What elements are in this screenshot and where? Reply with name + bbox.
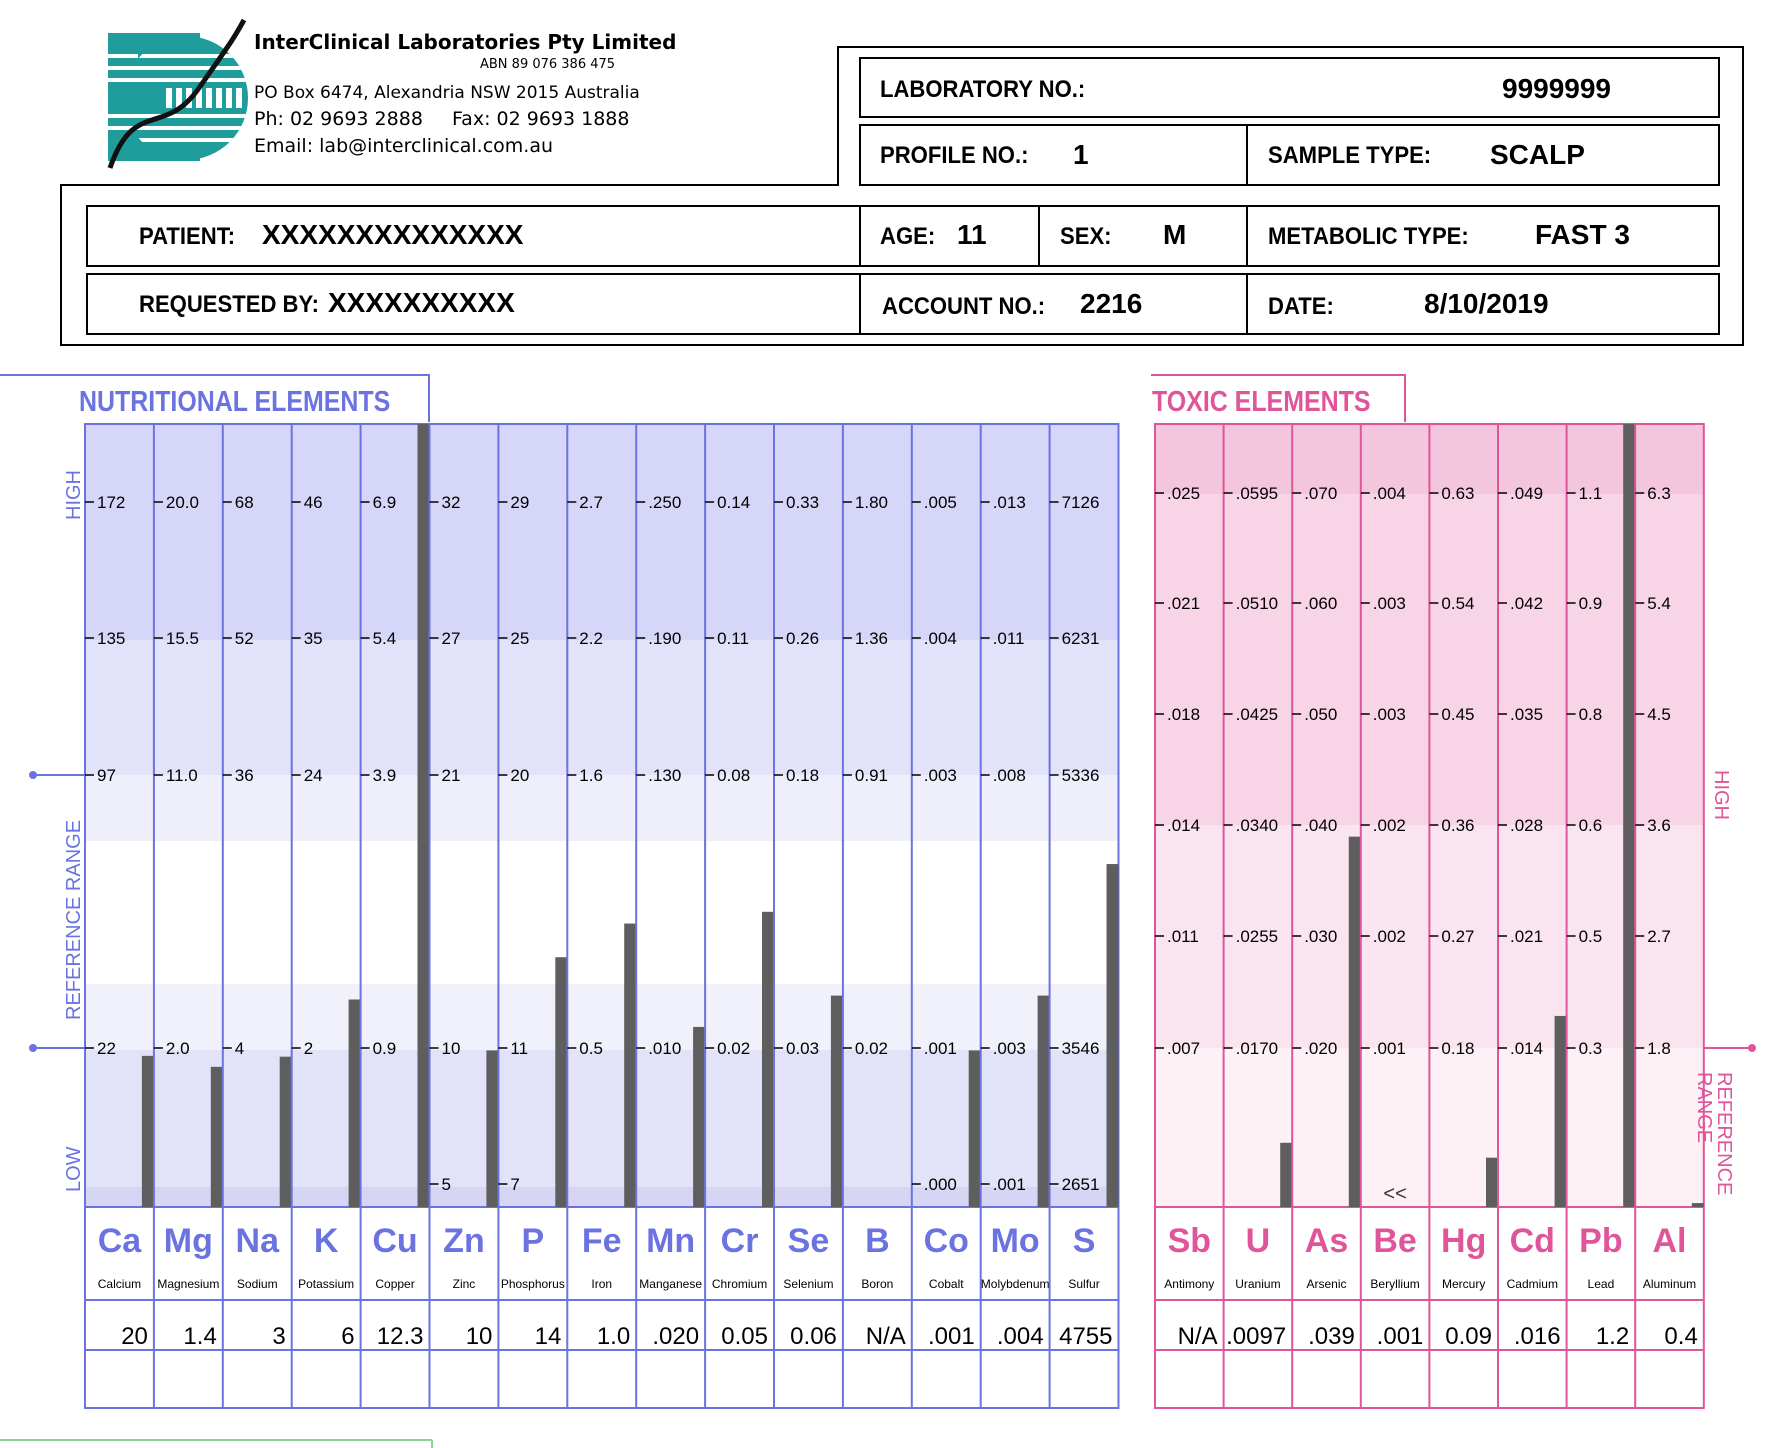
tick-label: .025 [1167, 484, 1201, 503]
element-name-Al: Aluminum [1642, 1277, 1697, 1291]
bar-As [1349, 837, 1361, 1207]
nutritional-low-label: LOW [63, 1146, 85, 1192]
tick-label: 0.02 [854, 1039, 888, 1058]
element-symbol-P: P [521, 1222, 545, 1260]
element-name-Zn: Zinc [452, 1277, 476, 1291]
tick-label: 3.6 [1647, 816, 1671, 835]
tick-label: 172 [97, 493, 126, 512]
tick-label: 6231 [1061, 629, 1100, 648]
bar-Al [1692, 1203, 1704, 1207]
element-value-Fe: 1.0 [596, 1323, 631, 1350]
tick-label: 0.54 [1441, 594, 1475, 613]
age-label: AGE: [880, 223, 936, 250]
tick-label: 0.26 [786, 629, 820, 648]
bar-Mg [211, 1067, 223, 1207]
tick-label: 2 [303, 1039, 314, 1058]
bar-Cd [1555, 1016, 1567, 1207]
tick-label: .130 [648, 766, 682, 785]
nutritional-band-6 [85, 1187, 1119, 1207]
tick-label: .013 [992, 493, 1026, 512]
tick-label: 6.3 [1647, 484, 1671, 503]
tick-label: 1.80 [854, 493, 888, 512]
element-name-Be: Beryllium [1370, 1277, 1420, 1291]
element-value-Hg: 0.09 [1445, 1323, 1492, 1350]
tick-label: 1.8 [1647, 1039, 1671, 1058]
tick-label: 2651 [1061, 1175, 1100, 1194]
tick-label: 0.14 [717, 493, 751, 512]
element-value-Ca: 20 [121, 1323, 148, 1350]
tick-label: 22 [97, 1039, 116, 1058]
tick-label: .011 [1167, 927, 1199, 946]
nutritional-high-label: HIGH [63, 470, 85, 520]
tick-label: .011 [992, 629, 1025, 648]
tick-label: 20 [510, 766, 530, 785]
tick-label: 0.9 [1578, 594, 1603, 613]
tick-label: .0595 [1235, 484, 1279, 503]
tick-label: 0.5 [1578, 927, 1603, 946]
tick-label: 20.0 [165, 493, 199, 512]
tick-label: .008 [992, 766, 1026, 785]
tick-label: 5336 [1061, 766, 1100, 785]
element-value-Cr: 0.05 [721, 1323, 768, 1350]
tick-label: 0.36 [1441, 816, 1475, 835]
tick-label: 0.3 [1578, 1039, 1603, 1058]
tick-label: .050 [1304, 705, 1338, 724]
element-name-Hg: Mercury [1442, 1277, 1486, 1291]
tick-label: .0510 [1235, 594, 1279, 613]
element-symbol-Fe: Fe [581, 1222, 622, 1260]
tick-label: 0.11 [717, 629, 749, 648]
toxic-high-label: HIGH [1710, 770, 1732, 820]
element-symbol-Na: Na [235, 1222, 279, 1260]
bar-Na [280, 1057, 292, 1207]
element-symbol-Pb: Pb [1579, 1222, 1623, 1260]
element-value-Mo: .004 [996, 1323, 1044, 1350]
age-value: 11 [957, 219, 987, 250]
element-symbol-Cu: Cu [372, 1222, 418, 1260]
tick-label: 0.45 [1441, 705, 1475, 724]
bar-Mn [693, 1027, 705, 1207]
element-symbol-K: K [313, 1222, 339, 1260]
element-value-U: .0097 [1226, 1323, 1287, 1350]
bar-Cr [762, 912, 774, 1207]
bar-K [349, 1000, 361, 1207]
tick-label: 5.4 [372, 629, 397, 648]
bar-Pb [1623, 424, 1635, 1207]
element-symbol-B: B [865, 1222, 890, 1260]
tick-label: .004 [923, 629, 957, 648]
tick-label: 7126 [1061, 493, 1100, 512]
element-name-Mo: Molybdenum [980, 1277, 1050, 1291]
laboratory-no-value: 9999999 [1502, 73, 1612, 104]
tick-label: 97 [97, 766, 116, 785]
element-value-Be: .001 [1376, 1323, 1424, 1350]
sex-label: SEX: [1060, 223, 1112, 250]
tick-label: 5 [441, 1175, 451, 1194]
tick-label: 24 [303, 766, 323, 785]
element-name-K: Potassium [298, 1277, 355, 1291]
element-symbol-Se: Se [787, 1222, 830, 1260]
bar-Mo [1038, 996, 1050, 1207]
tick-label: 6.9 [372, 493, 397, 512]
tick-label: 52 [234, 629, 254, 648]
bar-P [555, 957, 567, 1207]
tick-label: .001 [992, 1175, 1026, 1194]
date-value: 8/10/2019 [1424, 288, 1549, 319]
element-value-S: 4755 [1059, 1323, 1113, 1350]
nutritional-band-5 [85, 1050, 1119, 1187]
element-name-Cr: Chromium [711, 1277, 768, 1291]
tick-label: .007 [1167, 1039, 1201, 1058]
tick-label: .000 [923, 1175, 957, 1194]
tick-label: 35 [303, 629, 323, 648]
tick-label: .002 [1372, 927, 1406, 946]
element-name-Cd: Cadmium [1506, 1277, 1558, 1291]
element-value-Al: 0.4 [1664, 1323, 1698, 1350]
tick-label: 4 [234, 1039, 245, 1058]
tick-label: 27 [441, 629, 461, 648]
tick-label: .014 [1510, 1039, 1544, 1058]
element-name-Mg: Magnesium [157, 1277, 220, 1291]
tick-label: .003 [992, 1039, 1026, 1058]
tick-label: 32 [441, 493, 461, 512]
element-name-Na: Sodium [236, 1277, 278, 1291]
tick-label: 0.27 [1441, 927, 1475, 946]
bar-S [1107, 864, 1119, 1207]
element-symbol-Hg: Hg [1441, 1222, 1487, 1260]
tick-label: 11 [510, 1039, 529, 1058]
below-detection-marker: << [1383, 1183, 1407, 1205]
tick-label: .190 [648, 629, 682, 648]
lab-phone: Ph: 02 9693 2888 [254, 108, 423, 130]
element-symbol-Al: Al [1652, 1222, 1687, 1260]
tick-label: 4.5 [1647, 705, 1671, 724]
tick-label: .014 [1167, 816, 1201, 835]
element-symbol-Mg: Mg [163, 1222, 213, 1260]
element-symbol-Ca: Ca [97, 1222, 142, 1260]
tick-label: 68 [234, 493, 254, 512]
toxic-title: TOXIC ELEMENTS [1152, 386, 1371, 418]
tick-label: 5.4 [1647, 594, 1671, 613]
account-no-value: 2216 [1080, 288, 1143, 319]
element-name-Co: Cobalt [928, 1277, 964, 1291]
element-value-Mg: 1.4 [183, 1323, 217, 1350]
tick-label: .010 [648, 1039, 682, 1058]
nutritional-band-3 [85, 841, 1119, 984]
element-value-Co: .001 [927, 1323, 975, 1350]
nutritional-ref-high-dot [29, 771, 37, 779]
tick-label: .049 [1510, 484, 1544, 503]
tick-label: .0340 [1235, 816, 1279, 835]
element-value-B: N/A [865, 1323, 906, 1350]
profile-no-label: PROFILE NO.: [880, 142, 1029, 169]
bar-Se [831, 996, 843, 1207]
element-name-S: Sulfur [1068, 1277, 1100, 1291]
tick-label: 0.8 [1578, 705, 1603, 724]
nutritional-ref-low-dot [29, 1044, 37, 1052]
tick-label: 0.9 [372, 1039, 397, 1058]
nutritional-band-0 [85, 424, 1119, 640]
tick-label: .040 [1304, 816, 1338, 835]
tick-label: 0.02 [717, 1039, 751, 1058]
tick-label: .042 [1510, 594, 1544, 613]
element-symbol-Cr: Cr [720, 1222, 759, 1260]
tick-label: .250 [648, 493, 682, 512]
tick-label: .0425 [1235, 705, 1279, 724]
toxic-ref-dot [1748, 1044, 1756, 1052]
element-value-Pb: 1.2 [1595, 1323, 1630, 1350]
element-name-Ca: Calcium [97, 1277, 142, 1291]
nutritional-title: NUTRITIONAL ELEMENTS [79, 386, 391, 418]
tick-label: .001 [923, 1039, 957, 1058]
bar-Hg [1486, 1158, 1498, 1207]
tick-label: .028 [1510, 816, 1544, 835]
element-name-Cu: Copper [375, 1277, 415, 1291]
element-name-P: Phosphorus [500, 1277, 565, 1291]
sample-type-label: SAMPLE TYPE: [1268, 142, 1432, 169]
date-label: DATE: [1268, 293, 1334, 320]
tick-label: 21 [441, 766, 461, 785]
element-name-B: Boron [861, 1277, 894, 1291]
toxic-reference-label-line: RANGE [1693, 1072, 1715, 1144]
tick-label: .002 [1372, 816, 1406, 835]
tick-label: .018 [1167, 705, 1201, 724]
bar-U [1280, 1143, 1292, 1207]
element-value-K: 6 [341, 1323, 355, 1350]
tick-label: 46 [303, 493, 323, 512]
bar-Zn [486, 1050, 498, 1207]
element-symbol-U: U [1245, 1222, 1271, 1260]
tick-label: 3.9 [372, 766, 397, 785]
tick-label: 0.18 [1441, 1039, 1475, 1058]
element-value-Na: 3 [272, 1323, 286, 1350]
element-name-Mn: Manganese [639, 1277, 703, 1291]
tick-label: 0.03 [786, 1039, 820, 1058]
tick-label: .0170 [1235, 1039, 1279, 1058]
tick-label: 7 [510, 1175, 520, 1194]
tick-label: .070 [1304, 484, 1338, 503]
element-symbol-Sb: Sb [1167, 1222, 1212, 1260]
element-symbol-As: As [1304, 1222, 1349, 1260]
tick-label: .021 [1510, 927, 1544, 946]
element-symbol-Mo: Mo [990, 1222, 1040, 1260]
laboratory-no-label: LABORATORY NO.: [880, 76, 1086, 103]
tick-label: 1.36 [854, 629, 888, 648]
tick-label: 0.33 [786, 493, 820, 512]
sex-value: M [1163, 219, 1187, 250]
bar-Fe [624, 924, 636, 1207]
element-name-Sb: Antimony [1164, 1277, 1215, 1291]
tick-label: .003 [1372, 594, 1406, 613]
tick-label: .005 [923, 493, 957, 512]
sample-type-value: SCALP [1490, 139, 1585, 170]
bar-Co [969, 1050, 981, 1207]
tick-label: .060 [1304, 594, 1338, 613]
element-name-Pb: Lead [1587, 1277, 1615, 1291]
lab-fax: Fax: 02 9693 1888 [452, 108, 630, 130]
tick-label: 11.0 [165, 766, 198, 785]
patient-value: XXXXXXXXXXXXXX [262, 219, 524, 250]
tick-label: .021 [1167, 594, 1201, 613]
nutritional-reference-label: REFERENCE RANGE [63, 819, 85, 1020]
tick-label: 1.6 [579, 766, 603, 785]
tick-label: .030 [1304, 927, 1338, 946]
requested-by-value: XXXXXXXXXX [328, 287, 515, 318]
element-name-Fe: Iron [591, 1277, 613, 1291]
element-value-Cd: .016 [1513, 1323, 1561, 1350]
element-name-Se: Selenium [783, 1277, 834, 1291]
tick-label: 36 [234, 766, 254, 785]
element-value-Mn: .020 [652, 1323, 700, 1350]
tick-label: 0.18 [786, 766, 820, 785]
tick-label: 2.2 [579, 629, 603, 648]
element-name-U: Uranium [1235, 1277, 1281, 1291]
lab-address: PO Box 6474, Alexandria NSW 2015 Australia [254, 83, 640, 103]
lab-abn: ABN 89 076 386 475 [480, 57, 616, 72]
tick-label: .0255 [1235, 927, 1279, 946]
metabolic-type-label: METABOLIC TYPE: [1268, 223, 1469, 250]
profile-no-value: 1 [1073, 139, 1089, 170]
tick-label: 1.1 [1578, 484, 1603, 503]
bar-Ca [142, 1056, 154, 1207]
nutritional-band-1 [85, 640, 1119, 775]
tick-label: .001 [1372, 1039, 1406, 1058]
tick-label: 15.5 [165, 629, 199, 648]
tick-label: .035 [1510, 705, 1544, 724]
element-symbol-Mn: Mn [646, 1222, 696, 1260]
element-value-Se: 0.06 [790, 1323, 837, 1350]
patient-label: PATIENT: [139, 223, 236, 250]
requested-by-label: REQUESTED BY: [139, 291, 319, 318]
tick-label: 29 [510, 493, 530, 512]
lab-name: InterClinical Laboratories Pty Limited [254, 30, 677, 54]
element-value-Zn: 10 [465, 1323, 493, 1350]
tick-label: 3546 [1061, 1039, 1100, 1058]
tick-label: .003 [923, 766, 957, 785]
tick-label: 135 [97, 629, 126, 648]
tick-label: 2.7 [579, 493, 603, 512]
tick-label: 25 [510, 629, 530, 648]
element-symbol-Co: Co [923, 1222, 969, 1260]
element-symbol-Zn: Zn [443, 1222, 485, 1260]
tick-label: .003 [1372, 705, 1406, 724]
tick-label: 0.08 [717, 766, 751, 785]
account-no-label: ACCOUNT NO.: [882, 293, 1046, 320]
lab-email: Email: lab@interclinical.com.au [254, 135, 554, 157]
toxic-reference-label-line: REFERENCE [1713, 1072, 1735, 1196]
metabolic-type-value: FAST 3 [1535, 219, 1630, 250]
tick-label: .020 [1304, 1039, 1338, 1058]
element-name-As: Arsenic [1306, 1277, 1347, 1291]
tick-label: 0.5 [579, 1039, 603, 1058]
element-value-P: 14 [534, 1323, 562, 1350]
bar-Cu [418, 424, 430, 1207]
element-value-Sb: N/A [1177, 1323, 1218, 1350]
tick-label: 0.6 [1578, 816, 1603, 835]
element-symbol-S: S [1072, 1222, 1096, 1260]
tick-label: 10 [441, 1039, 461, 1058]
tick-label: .004 [1372, 484, 1406, 503]
tick-label: 0.91 [854, 766, 888, 785]
element-value-Cu: 12.3 [376, 1323, 424, 1350]
element-symbol-Cd: Cd [1509, 1222, 1555, 1260]
element-value-As: .039 [1308, 1323, 1355, 1350]
tick-label: 0.63 [1441, 484, 1475, 503]
tick-label: 2.7 [1647, 927, 1671, 946]
tick-label: 2.0 [165, 1039, 190, 1058]
element-symbol-Be: Be [1373, 1222, 1417, 1260]
